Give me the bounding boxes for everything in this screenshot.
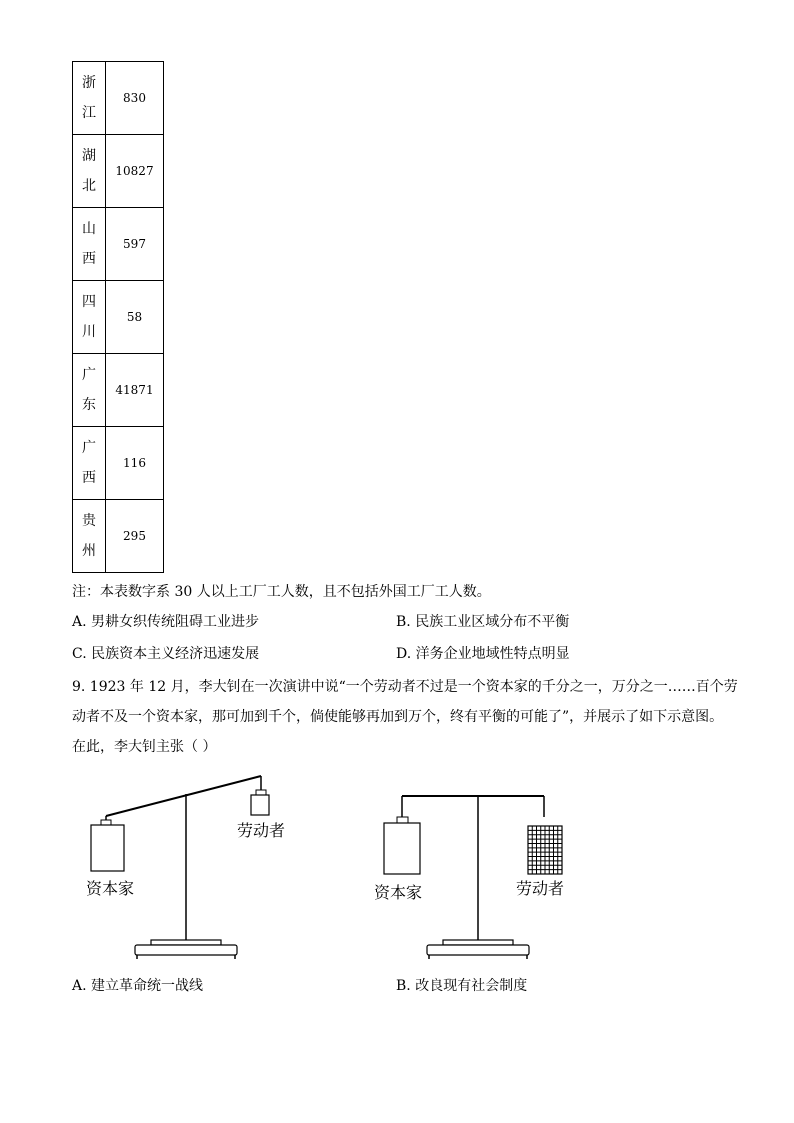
weight-cap — [101, 820, 111, 825]
worker-table — [72, 61, 164, 573]
capitalist-weight — [91, 825, 124, 871]
worker-count-cell: 58 — [106, 281, 164, 354]
q8-option-d: D. 洋务企业地域性特点明显 — [396, 646, 570, 662]
labor-label: 劳动者 — [237, 821, 286, 840]
province-cell: 四 川 — [73, 281, 106, 354]
q9-option-a: A. 建立革命统一战线 — [72, 978, 204, 994]
worker-count-cell: 41871 — [106, 354, 164, 427]
q9-stem-line-3: 在此，李大钊主张（ ） — [72, 739, 217, 755]
scale-base — [135, 945, 237, 955]
labor-weight — [251, 795, 269, 815]
worker-count-cell: 295 — [106, 500, 164, 573]
table-note: 注：本表数字系 30 人以上工厂工人数，且不包括外国工厂工人数。 — [72, 584, 491, 600]
scale-beam — [106, 776, 261, 816]
table-row — [73, 500, 164, 573]
weight-cap — [397, 817, 408, 823]
worker-count-cell: 597 — [106, 208, 164, 281]
scale-base-top — [151, 940, 221, 945]
weight-cap — [256, 790, 266, 795]
table-row — [73, 354, 164, 427]
province-cell: 浙 江 — [73, 62, 106, 135]
q8-option-c: C. 民族资本主义经济迅速发展 — [72, 646, 260, 662]
table-row — [73, 135, 164, 208]
unbalanced-scale-figure — [80, 770, 286, 965]
table-row — [73, 281, 164, 354]
province-cell: 贵 州 — [73, 500, 106, 573]
worker-count-cell: 116 — [106, 427, 164, 500]
province-cell: 广 西 — [73, 427, 106, 500]
q8-option-a: A. 男耕女织传统阻碍工业进步 — [72, 614, 260, 630]
worker-count-cell: 10827 — [106, 135, 164, 208]
q9-stem-line-2: 动者不及一个资本家，那可加到千个，倘使能够再加到万个，终有平衡的可能了”，并展示了如下示意图。 — [72, 709, 724, 725]
table-row — [73, 427, 164, 500]
q8-option-b: B. 民族工业区域分布不平衡 — [396, 614, 570, 630]
balanced-scale-figure — [370, 790, 580, 970]
capitalist-label: 资本家 — [374, 883, 423, 902]
scale-base-top — [443, 940, 513, 945]
table-row — [73, 62, 164, 135]
capitalist-weight — [384, 823, 420, 874]
province-cell: 广 东 — [73, 354, 106, 427]
q9-option-b: B. 改良现有社会制度 — [396, 978, 528, 994]
q9-stem-line-1: 9. 1923 年 12 月，李大钊在一次演讲中说“一个劳动者不过是一个资本家的千分之一，万分之一……百个劳 — [72, 679, 738, 695]
province-cell: 湖 北 — [73, 135, 106, 208]
capitalist-label: 资本家 — [86, 879, 135, 898]
labor-label: 劳动者 — [516, 879, 565, 898]
scale-base — [427, 945, 529, 955]
province-cell: 山 西 — [73, 208, 106, 281]
worker-count-cell: 830 — [106, 62, 164, 135]
table-row — [73, 208, 164, 281]
